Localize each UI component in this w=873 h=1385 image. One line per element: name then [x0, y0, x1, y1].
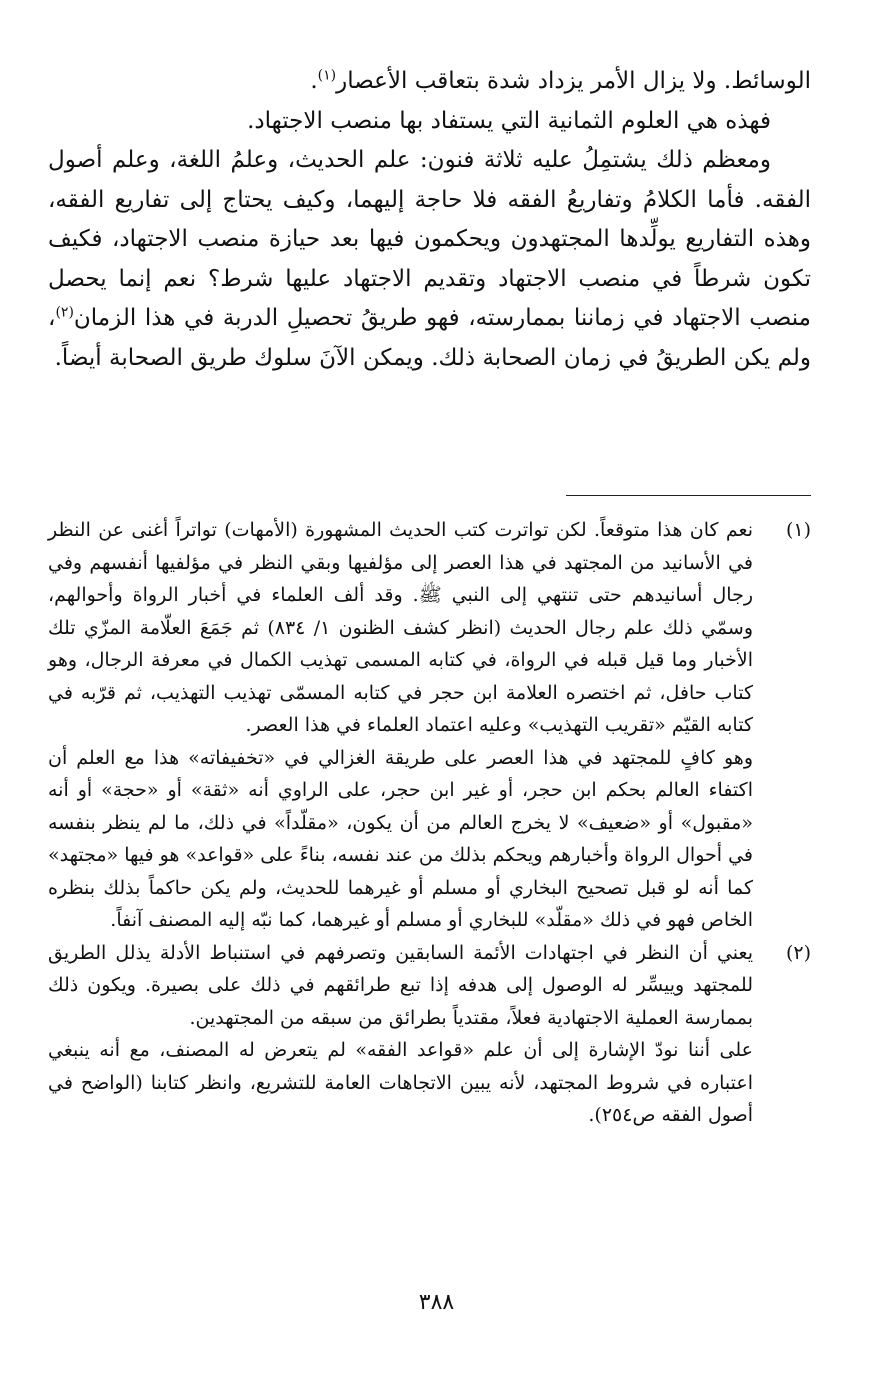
footnote-2-number: (٢) — [785, 941, 811, 964]
paragraph-3-text-b: ، ولم يكن الطريقُ في زمان الصحابة ذلك. ويمكن الآنَ سلوك طريق الصحابة أيضاً. — [48, 305, 811, 371]
paragraph-3 — [48, 141, 811, 378]
paragraph-1 — [48, 62, 811, 102]
paragraph-3-text-a: ومعظم ذلك يشتمِلُ عليه ثلاثة فنون: علم الحديث، وعلمُ اللغة، وعلم أصول الفقه. فأما الكلامُ وتفاريعُ الفقه فلا حاجة إليهما، وكيف يحتاج إلى تفاريع الفقه، وهذه التفاريع يولِّدها المجتهدون ويحكمون فيها بعد حيازة منصب الاجتهاد، فكيف تكون شرطاً في منصب الاجتهاد وتقديم الاجتهاد عليها شرط؟ نعم إنما يحصل منصب الاجتهاد في زماننا بممارسته، فهو طريقُ تحصيلِ الدربة في هذا الزمان — [48, 147, 811, 331]
main-text — [48, 62, 811, 378]
footnote-1 — [48, 514, 811, 937]
page-number: ٣٨٨ — [418, 1290, 455, 1315]
footnote-divider — [566, 495, 811, 496]
footnotes — [48, 514, 811, 1132]
paragraph-1-end: . — [310, 68, 318, 94]
paragraph-1-text: الوسائط. ولا يزال الأمر يزداد شدة بتعاقب الأعصار — [336, 68, 811, 94]
book-page — [48, 62, 811, 1385]
footnote-1-number: (١) — [785, 519, 811, 541]
footnote-2 — [48, 937, 811, 1132]
paragraph-2: فهذه هي العلوم الثمانية التي يستفاد بها منصب الاجتهاد. — [247, 107, 771, 134]
footnote-1-paragraph-1: نعم كان هذا متوقعاً. لكن تواترت كتب الحديث المشهورة (الأمهات) تواتراً أغنى عن النظر في الأسانيد من المجتهد في هذا العصر إلى مؤلفيها وبقي النظر في مؤلفيها أنفسهم وفي رجال أسانيدهم حتى تنتهي إلى النبي ﷺ. وقد ألف العلماء في أخبار الرواة وأحوالهم، وسمّي ذلك علم رجال الحديث (انظر كشف الظنون ١/ ٨٣٤) ثم جَمَعَ العلّامة المزّي تلك الأخبار وما قيل قبله في الرواة، في كتابه المسمى تهذيب الكمال في معرفة الرجال، وهو كتاب حافل، ثم اختصره العلامة ابن حجر في كتابه المسمّى تهذيب التهذيب، ثم قرّبه في كتابه القيّم «تقريب التهذيب» وعليه اعتماد العلماء في هذا العصر. — [48, 519, 753, 736]
footnote-2-paragraph-2: على أننا نودّ الإشارة إلى أن علم «قواعد الفقه» لم يتعرض له المصنف، مع أنه ينبغي اعتباره في شروط المجتهد، لأنه يبين الاتجاهات العامة للتشريع، وانظر كتابنا (الواضح في أصول الفقه ص٢٥٤). — [48, 1039, 753, 1126]
footnote-ref-2[interactable]: (٢) — [55, 304, 74, 321]
footnote-ref-1[interactable]: (١) — [317, 67, 337, 84]
footnote-1-paragraph-2: وهو كافٍ للمجتهد في هذا العصر على طريقة الغزالي في «تخفيفاته» هذا مع العلم أن اكتفاء العالم بحكم ابن حجر، أو غير ابن حجر، على الراوي أنه «ثقة» أو «حجة» أو أنه «مقبول» أو «ضعيف» لا يخرج العالم من أن يكون، «مقلّداً» في ذلك، ما لم ينظر بنفسه في أحوال الرواة وأخبارهم ويحكم بذلك من عند نفسه، بناءً على «قواعد» هو فيها «مجتهد» كما أنه لو قبل تصحيح البخاري أو مسلم أو غيرهما للحديث، ولم يكن حاكماً بذلك بنظره الخاص فهو في ذلك «مقلّد» للبخاري أو مسلم أو غيرهما، كما نبّه إليه المصنف آنفاً. — [48, 746, 753, 931]
footnote-2-paragraph-1: يعني أن النظر في اجتهادات الأئمة السابقين وتصرفهم في استنباط الأدلة يذلل الطريق للمجتهد وييسِّر له الوصول إلى هدفه إذا تبع طرائقهم في ذلك على بصيرة. ويكون ذلك بممارسة العملية الاجتهادية فعلاً، مقتدياً بطرائق من سبقه من المجتهدين. — [48, 941, 753, 1029]
